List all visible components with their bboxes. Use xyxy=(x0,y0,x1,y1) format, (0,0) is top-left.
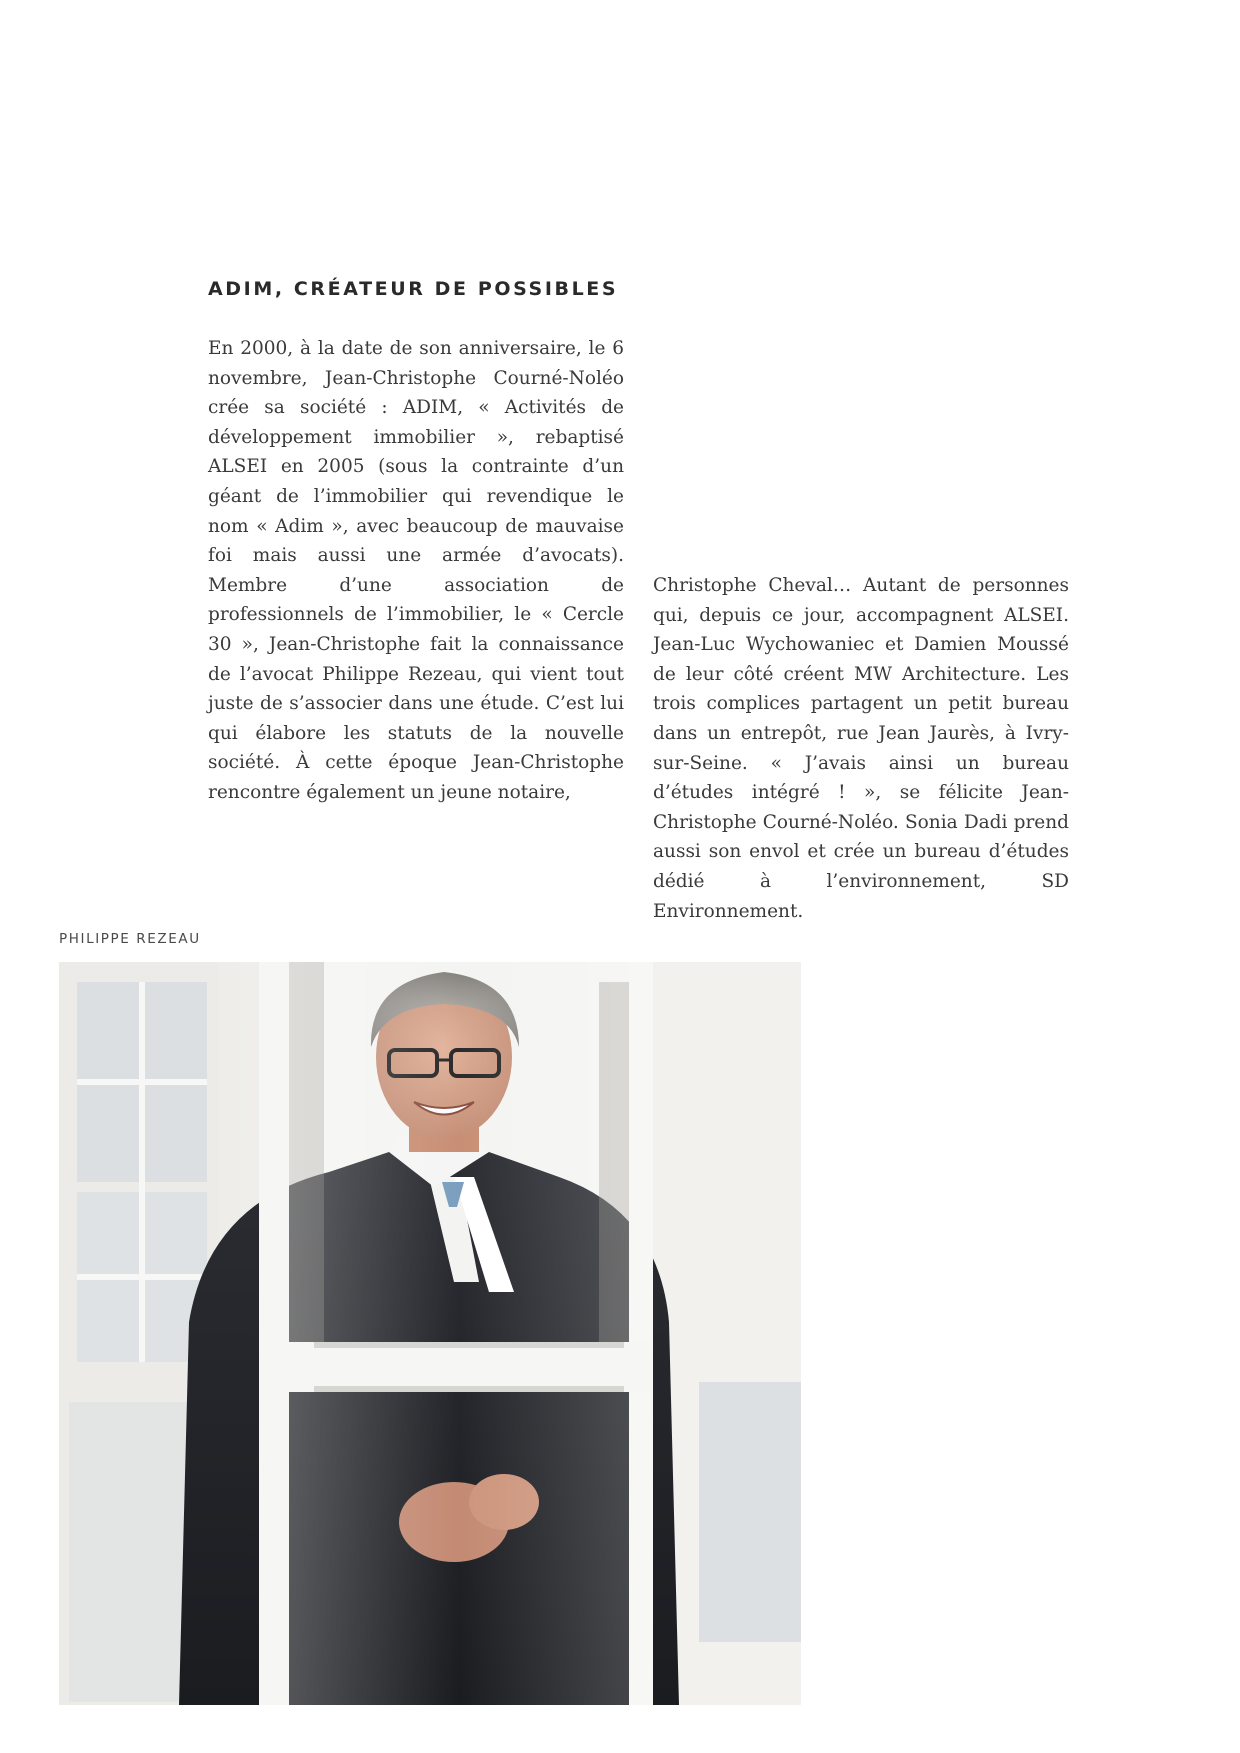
article-column-left: En 2000, à la date de son anniversaire, le 6 novembre, Jean-Christophe Courné-Noléo crée sa société : ADIM, « Activités de développement immobilier », rebaptisé ALSEI en 2005 (sous la contrainte d’un géant de l’immobilier qui revendique le nom « Adim », avec beaucoup de mauvaise foi mais aussi une armée d’avocats). Membre d’une association de professionnels de l’immobilier, le « Cercle 30 », Jean-Christophe fait la connaissance de l’avocat Philippe Rezeau, qui vient tout juste de s’associer dans une étude. C’est lui qui élabore les statuts de la nouvelle société. À cette époque Jean-Christophe rencontre également un jeune notaire, xyxy=(208,338,624,803)
photo-caption: PHILIPPE REZEAU xyxy=(59,931,201,947)
article-column-right: Christophe Cheval… Autant de personnes qui, depuis ce jour, accompagnent ALSEI. Jean-Luc Wychowaniec et Damien Moussé de leur côté créent MW Architecture. Les trois complices partagent un petit bureau dans un entrepôt, rue Jean Jaurès, à Ivry-sur-Seine. « J’avais ainsi un bureau d’études intégré ! », se félicite Jean-Christophe Courné-Noléo. Sonia Dadi prend aussi son envol et crée un bureau d’études dédié à l’environnement, SD Environnement. xyxy=(653,575,1069,922)
section-heading: ADIM, CRÉATEUR DE POSSIBLES xyxy=(208,278,619,300)
portrait-photo xyxy=(59,962,801,1705)
